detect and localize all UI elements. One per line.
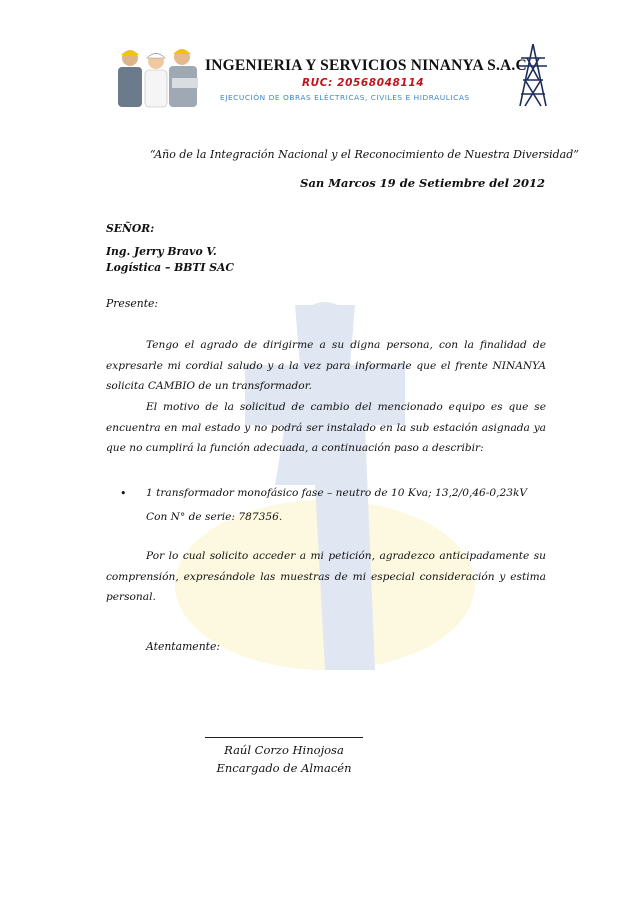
greeting: Presente: [106,297,159,310]
equipment-serial: Con N° de serie: 787356. [146,511,283,523]
body-paragraph-3: Por lo cual solicito acceder a mi petición, agradezco anticipadamente su comprensión, expresándole las muestras de mi especial consideración y estima personal. [106,550,546,603]
transmission-tower-icon [516,42,550,108]
bullet-icon: • [120,487,127,500]
workers-illustration [112,44,204,108]
body-paragraph-2: El motivo de la solicitud de cambio del mencionado equipo es que se encuentra en mal estado y no podrá ser instalado en la sub estación asignada ya que no cumplirá la función adecuada, a continuación paso a describir: [106,401,546,454]
recipient-salutation: SEÑOR: [106,222,155,235]
equipment-item: 1 transformador monofásico fase – neutro de 10 Kva; 13,2/0,46-0,23kV [146,487,528,499]
signatory-role: Encargado de Almacén [216,761,352,775]
body-paragraph-1: Tengo el agrado de dirigirme a su digna persona, con la finalidad de expresarle mi cordial saludo y a la vez para informarle que el frente NINANYA solicita CAMBIO de un transformador. [106,339,546,392]
company-name: INGENIERIA Y SERVICIOS NINANYA S.A.C [205,57,527,74]
signatory-name: Raúl Corzo Hinojosa [224,743,344,757]
closing: Atentamente: [146,640,221,653]
signature-line [205,737,363,738]
year-motto: “Año de la Integración Nacional y el Reconocimiento de Nuestra Diversidad” [150,148,579,161]
recipient-name: Ing. Jerry Bravo V. [106,245,217,258]
company-tagline: EJECUCIÓN DE OBRAS ELÉCTRICAS, CIVILES E HIDRAULICAS [220,93,470,102]
recipient-company: Logística – BBTI SAC [106,261,234,274]
letter-date: San Marcos 19 de Setiembre del 2012 [300,176,545,190]
company-ruc: RUC: 20568048114 [302,77,425,89]
